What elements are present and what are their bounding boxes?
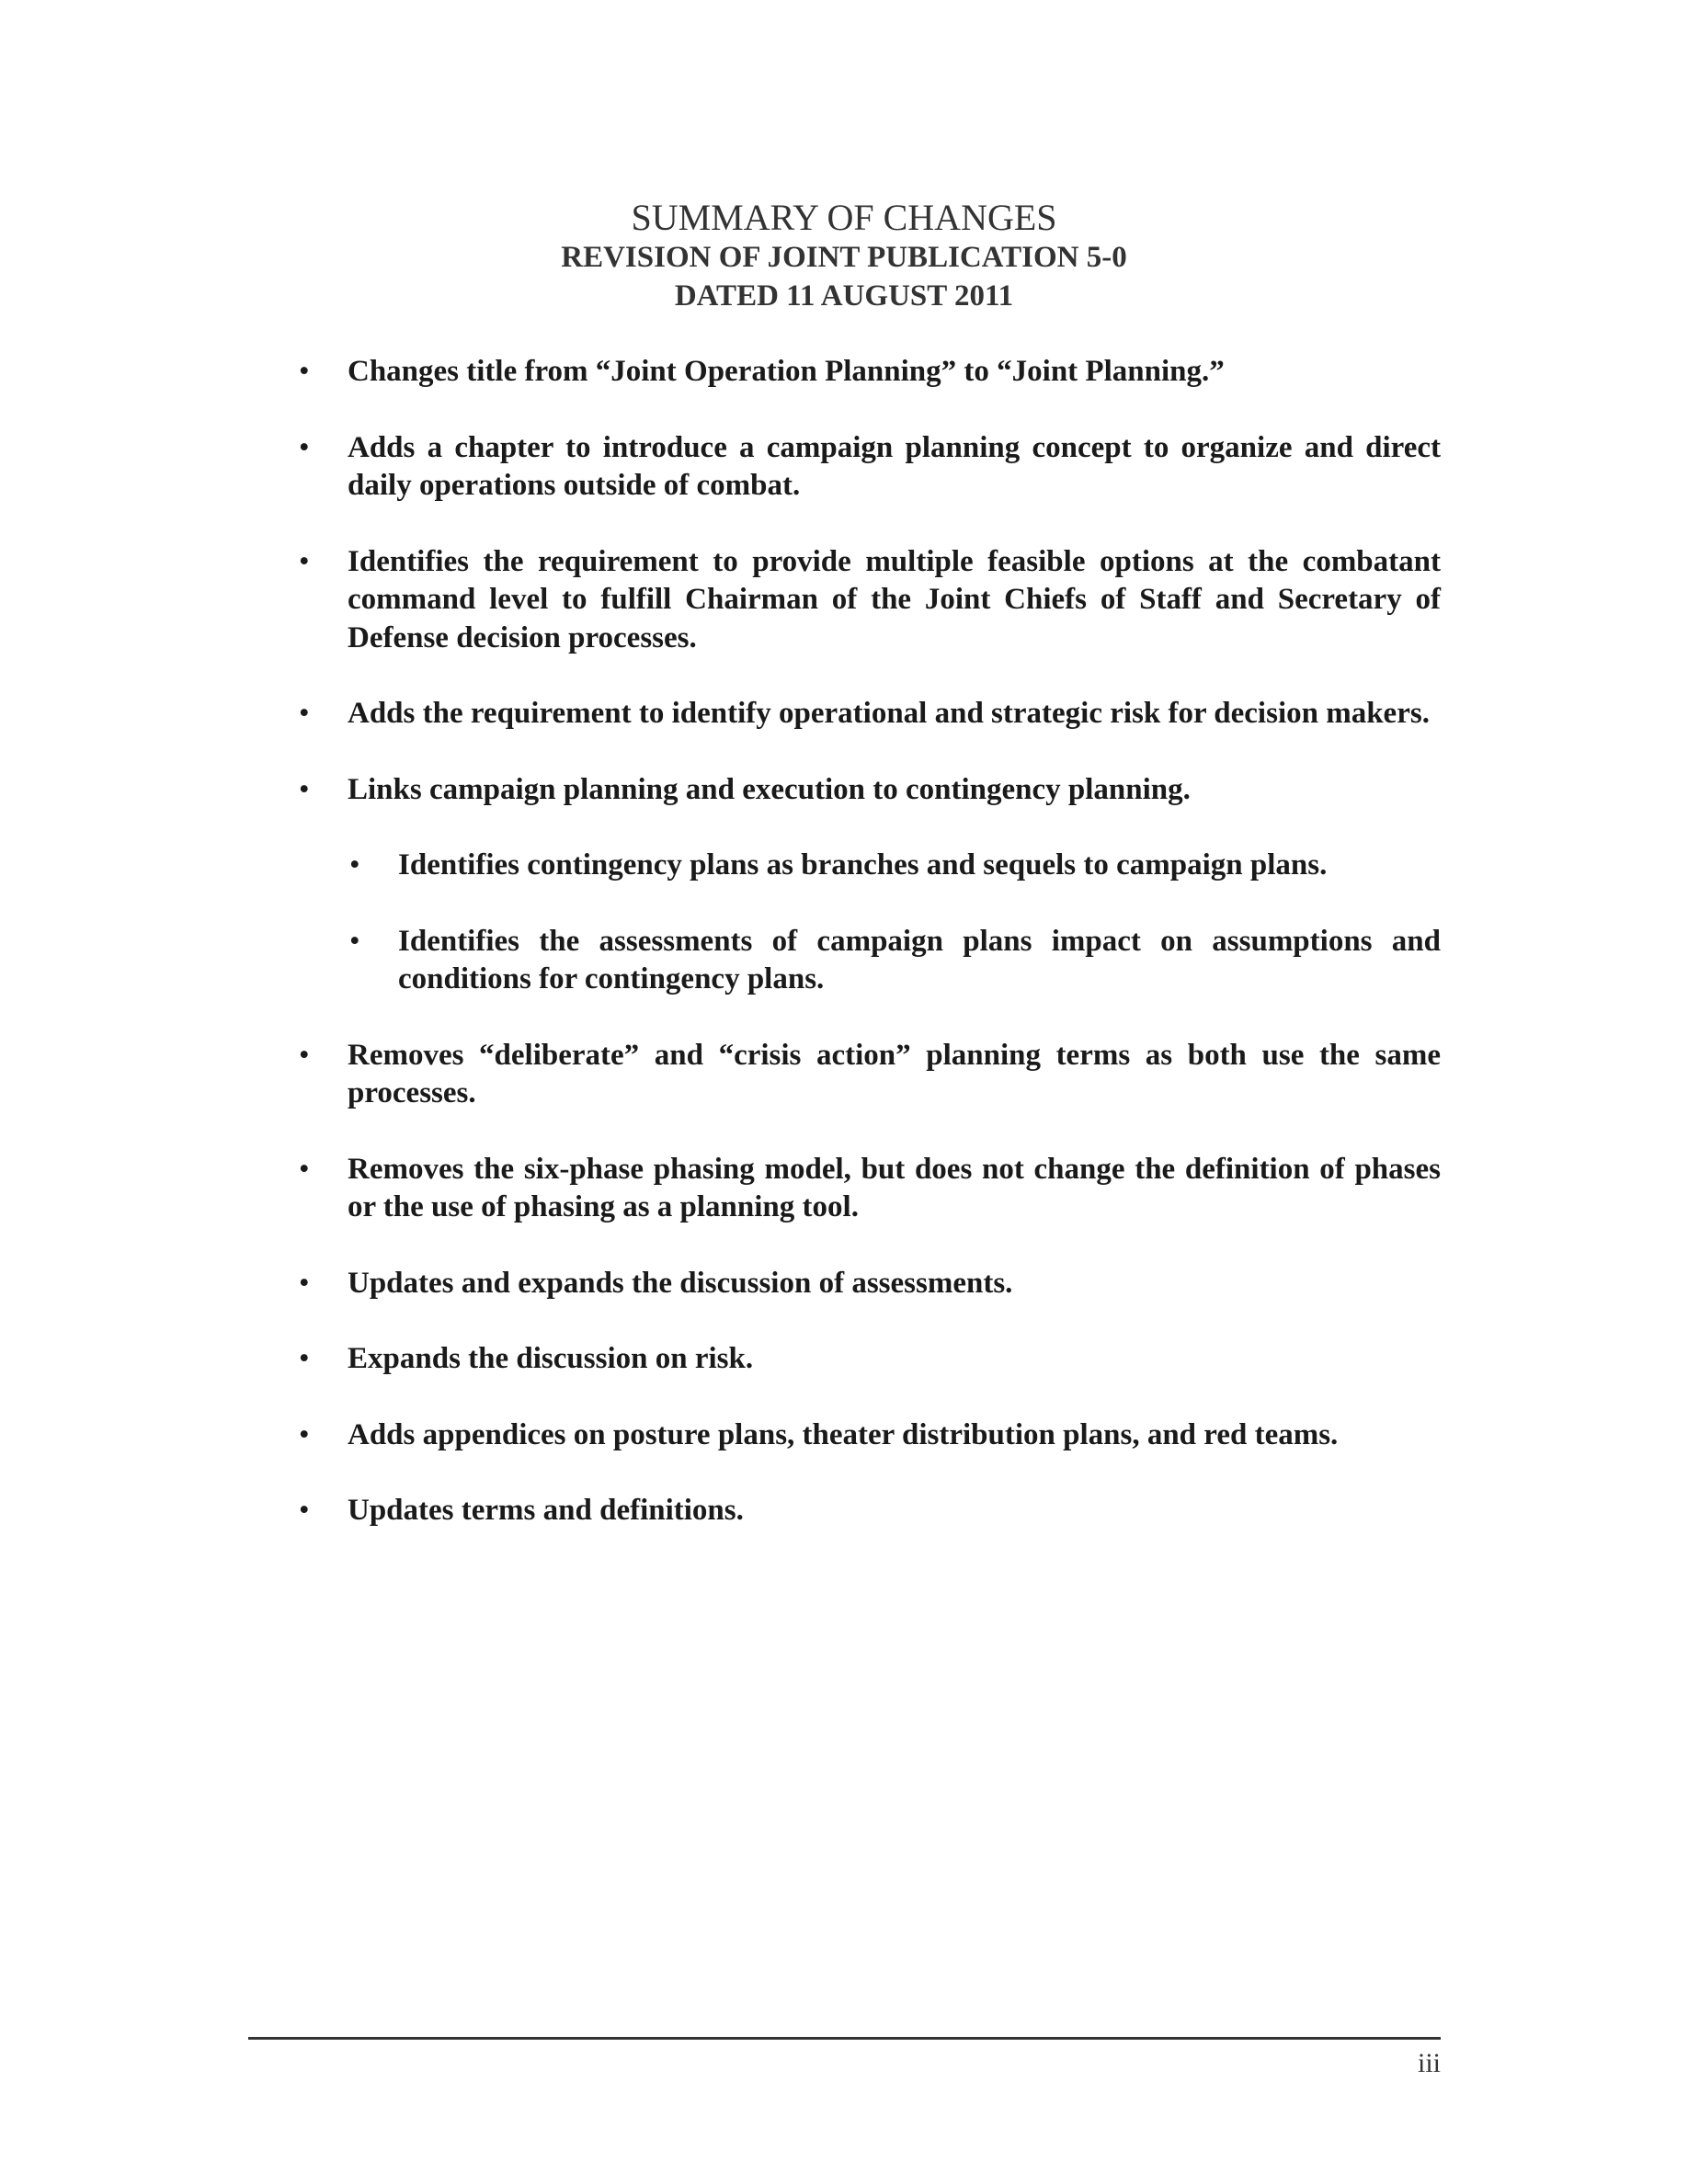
list-item-text: Identifies the requirement to provide multiple feasible options at the combatant command level to fulfill Chairman of the Joint Chiefs of Staff and Secretary of Defense decision processes. <box>348 544 1441 654</box>
list-item <box>299 1265 1441 1303</box>
bullet-icon: • <box>299 1342 310 1375</box>
bullet-icon: • <box>299 1494 310 1527</box>
bullet-icon: • <box>299 1417 310 1451</box>
page-number: iii <box>1417 2048 1441 2078</box>
list-item <box>299 1037 1441 1113</box>
bullet-icon: • <box>299 1266 310 1300</box>
bullet-icon: • <box>349 848 360 882</box>
list-item-text: Removes the six-phase phasing model, but does not change the definition of phases or the use of phasing as a planning tool. <box>348 1152 1441 1223</box>
list-item <box>299 771 1441 810</box>
page-title: SUMMARY OF CHANGES <box>631 197 1057 238</box>
list-item <box>299 1151 1441 1227</box>
list-item-text: Identifies the assessments of campaign plans impact on assumptions and conditions for contingency plans. <box>398 924 1441 995</box>
list-item <box>299 429 1441 506</box>
bullet-icon: • <box>299 544 310 578</box>
list-item-text: Changes title from “Joint Operation Planning” to “Joint Planning.” <box>348 355 1225 388</box>
list-item-text: Expands the discussion on risk. <box>348 1342 754 1375</box>
list-item <box>299 695 1441 734</box>
bullet-icon: • <box>349 924 360 958</box>
list-item <box>299 353 1441 392</box>
list-item-text: Links campaign planning and execution to contingency planning. <box>348 772 1191 806</box>
sub-list-item <box>349 847 1441 885</box>
list-item-text: Adds the requirement to identify operational and strategic risk for decision makers. <box>348 697 1430 730</box>
list-item-text: Adds a chapter to introduce a campaign planning concept to organize and direct daily operations outside of combat. <box>348 430 1441 502</box>
changes-list <box>299 353 1441 1568</box>
bullet-icon: • <box>299 772 310 806</box>
revision-date: DATED 11 AUGUST 2011 <box>674 279 1014 313</box>
list-item <box>299 1416 1441 1455</box>
list-item-text: Removes “deliberate” and “crisis action” planning terms as both use the same processes. <box>348 1038 1441 1109</box>
list-item-text: Identifies contingency plans as branches and sequels to campaign plans. <box>398 848 1328 882</box>
bullet-icon: • <box>299 430 310 464</box>
list-item <box>299 543 1441 658</box>
footer-divider <box>248 2037 1441 2040</box>
bullet-icon: • <box>299 1152 310 1186</box>
list-item <box>299 1340 1441 1379</box>
document-header <box>0 198 1688 315</box>
bullet-icon: • <box>299 355 310 388</box>
list-item-text: Updates and expands the discussion of assessments. <box>348 1266 1013 1300</box>
revision-subtitle: REVISION OF JOINT PUBLICATION 5-0 <box>561 241 1127 274</box>
bullet-icon: • <box>299 697 310 730</box>
list-item-text: Adds appendices on posture plans, theater distribution plans, and red teams. <box>348 1417 1339 1451</box>
list-item <box>299 1492 1441 1530</box>
list-item-text: Updates terms and definitions. <box>348 1494 744 1527</box>
bullet-icon: • <box>299 1038 310 1072</box>
sub-list-item <box>349 923 1441 999</box>
